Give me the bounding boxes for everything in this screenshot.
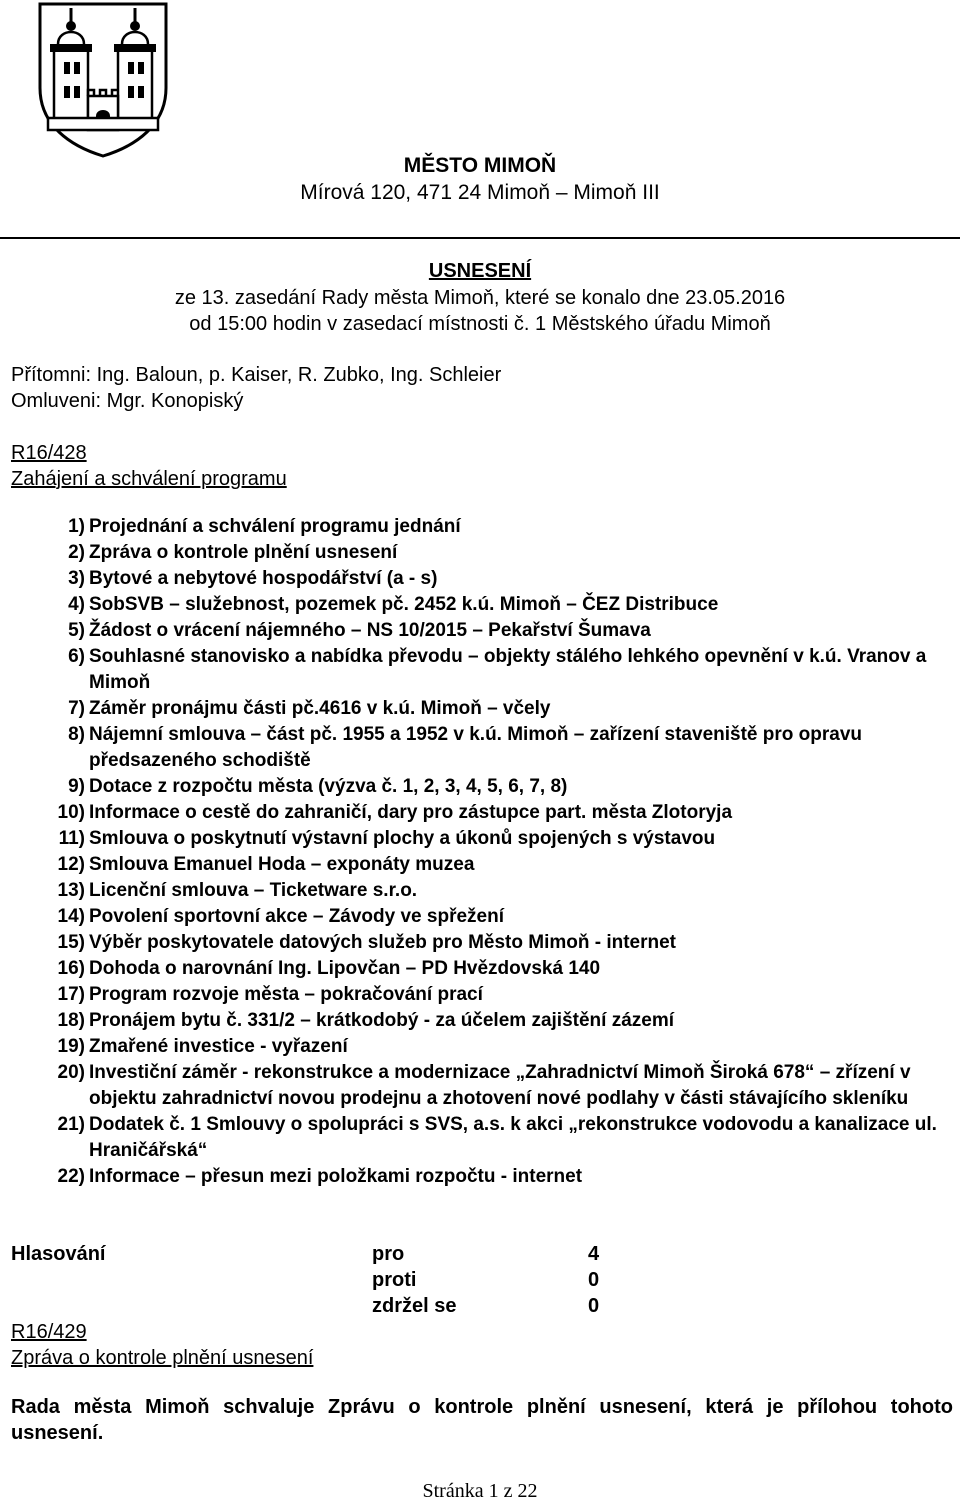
agenda-item: 13) Licenční smlouva – Ticketware s.r.o. [57, 880, 418, 901]
agenda-item: 9) Dotace z rozpočtu města (výzva č. 1, 2, 3, 4, 5, 6, 7, 8) [68, 776, 568, 797]
page-total: 22 [517, 1480, 538, 1502]
usneseni-line-1: ze 13. zasedání Rady města Mimoň, které se konalo dne 23.05.2016 [174, 287, 786, 309]
resolution-text-429: Rada města Mimoň schvaluje Zprávu o kontrole plnění usnesení, která je přílohou tohoto usnesení. [11, 1396, 953, 1444]
agenda-item: 11) Smlouva o poskytnutí výstavní plochy a úkonů spojených s výstavou [58, 828, 716, 849]
page-label: Stránka [422, 1480, 484, 1502]
agenda-item: 18) Pronájem bytu č. 331/2 – krátkodobý - za účelem zajištění zázemí [57, 1010, 675, 1031]
usneseni-heading: USNESENÍ [428, 260, 532, 282]
vote-against-label: proti [372, 1269, 417, 1291]
vote-abstain-label: zdržel se [372, 1295, 457, 1317]
agenda-item: 4) SobSVB – služebnost, pozemek pč. 2452 k.ú. Mimoň – ČEZ Distribuce [68, 594, 719, 615]
agenda-item: 2) Zpráva o kontrole plnění usnesení [68, 542, 398, 563]
town-address: Mírová 120, 471 24 Mimoň – Mimoň III [300, 181, 660, 204]
page-of: z [503, 1480, 513, 1502]
agenda-item: 22) Informace – přesun mezi položkami rozpočtu - internet [57, 1166, 583, 1187]
agenda-item: 17) Program rozvoje města – pokračování prací [57, 984, 483, 1005]
vote-for-label: pro [372, 1243, 405, 1265]
voting-label: Hlasování [11, 1243, 106, 1265]
header-divider [0, 237, 960, 239]
agenda-item: 14) Povolení sportovní akce – Závody ve spřežení [57, 906, 504, 927]
agenda-item: 8) Nájemní smlouva – část pč. 1955 a 1952 v k.ú. Mimoň – zařízení staveniště pro opravu předsazeného schodiště [68, 724, 862, 771]
agenda-item: 7) Záměr pronájmu části pč.4616 v k.ú. Mimoň – včely [68, 698, 551, 719]
agenda-list [11, 514, 956, 1190]
present-members: Přítomni: Ing. Baloun, p. Kaiser, R. Zubko, Ing. Schleier [11, 364, 502, 386]
vote-against-count: 0 [588, 1269, 600, 1291]
agenda-item: 1) Projednání a schválení programu jednání [68, 516, 461, 537]
agenda-item: 15) Výběr poskytovatele datových služeb pro Město Mimoň - internet [57, 932, 677, 953]
resolution-title-429: Zpráva o kontrole plnění usnesení [11, 1347, 314, 1369]
agenda-item: 10) Informace o cestě do zahraničí, dary pro zástupce part. města Zlotoryja [57, 802, 733, 823]
town-crest-logo [28, 0, 178, 158]
resolution-number-429: R16/429 [11, 1321, 87, 1343]
vote-for-count: 4 [588, 1243, 600, 1265]
resolution-title-428: Zahájení a schválení programu [11, 468, 287, 490]
agenda-item: 19) Zmařené investice - vyřazení [57, 1036, 348, 1057]
usneseni-line-2: od 15:00 hodin v zasedací místnosti č. 1 Městského úřadu Mimoň [189, 313, 771, 335]
agenda-item: 12) Smlouva Emanuel Hoda – exponáty muzea [57, 854, 475, 875]
agenda-item: 21) Dodatek č. 1 Smlouvy o spolupráci s SVS, a.s. k akci „rekonstrukce vodovodu a kanalizace ul. Hraničářská“ [57, 1114, 937, 1161]
agenda-item: 16) Dohoda o narovnání Ing. Lipovčan – PD Hvězdovská 140 [57, 958, 601, 979]
page-footer [0, 1480, 960, 1503]
resolution-number-428: R16/428 [11, 442, 87, 464]
vote-abstain-count: 0 [588, 1295, 600, 1317]
agenda-item: 5) Žádost o vrácení nájemného – NS 10/2015 – Pekařství Šumava [68, 620, 651, 641]
page-number: 1 [488, 1480, 499, 1502]
town-title: MĚSTO MIMOŇ [403, 154, 557, 177]
agenda-item: 20) Investiční záměr - rekonstrukce a modernizace „Zahradnictví Mimoň Široká 678“ – zřízení v objektu zahradnictví novou prodejnu a zhotovení nové podlahy v části stávajícího skleníku [57, 1062, 911, 1109]
excused-members: Omluveni: Mgr. Konopiský [11, 390, 244, 412]
agenda-item: 3) Bytové a nebytové hospodářství (a - s) [68, 568, 438, 589]
agenda-item: 6) Souhlasné stanovisko a nabídka převodu – objekty stálého lehkého opevnění v k.ú. Vranov a Mimoň [68, 646, 927, 693]
